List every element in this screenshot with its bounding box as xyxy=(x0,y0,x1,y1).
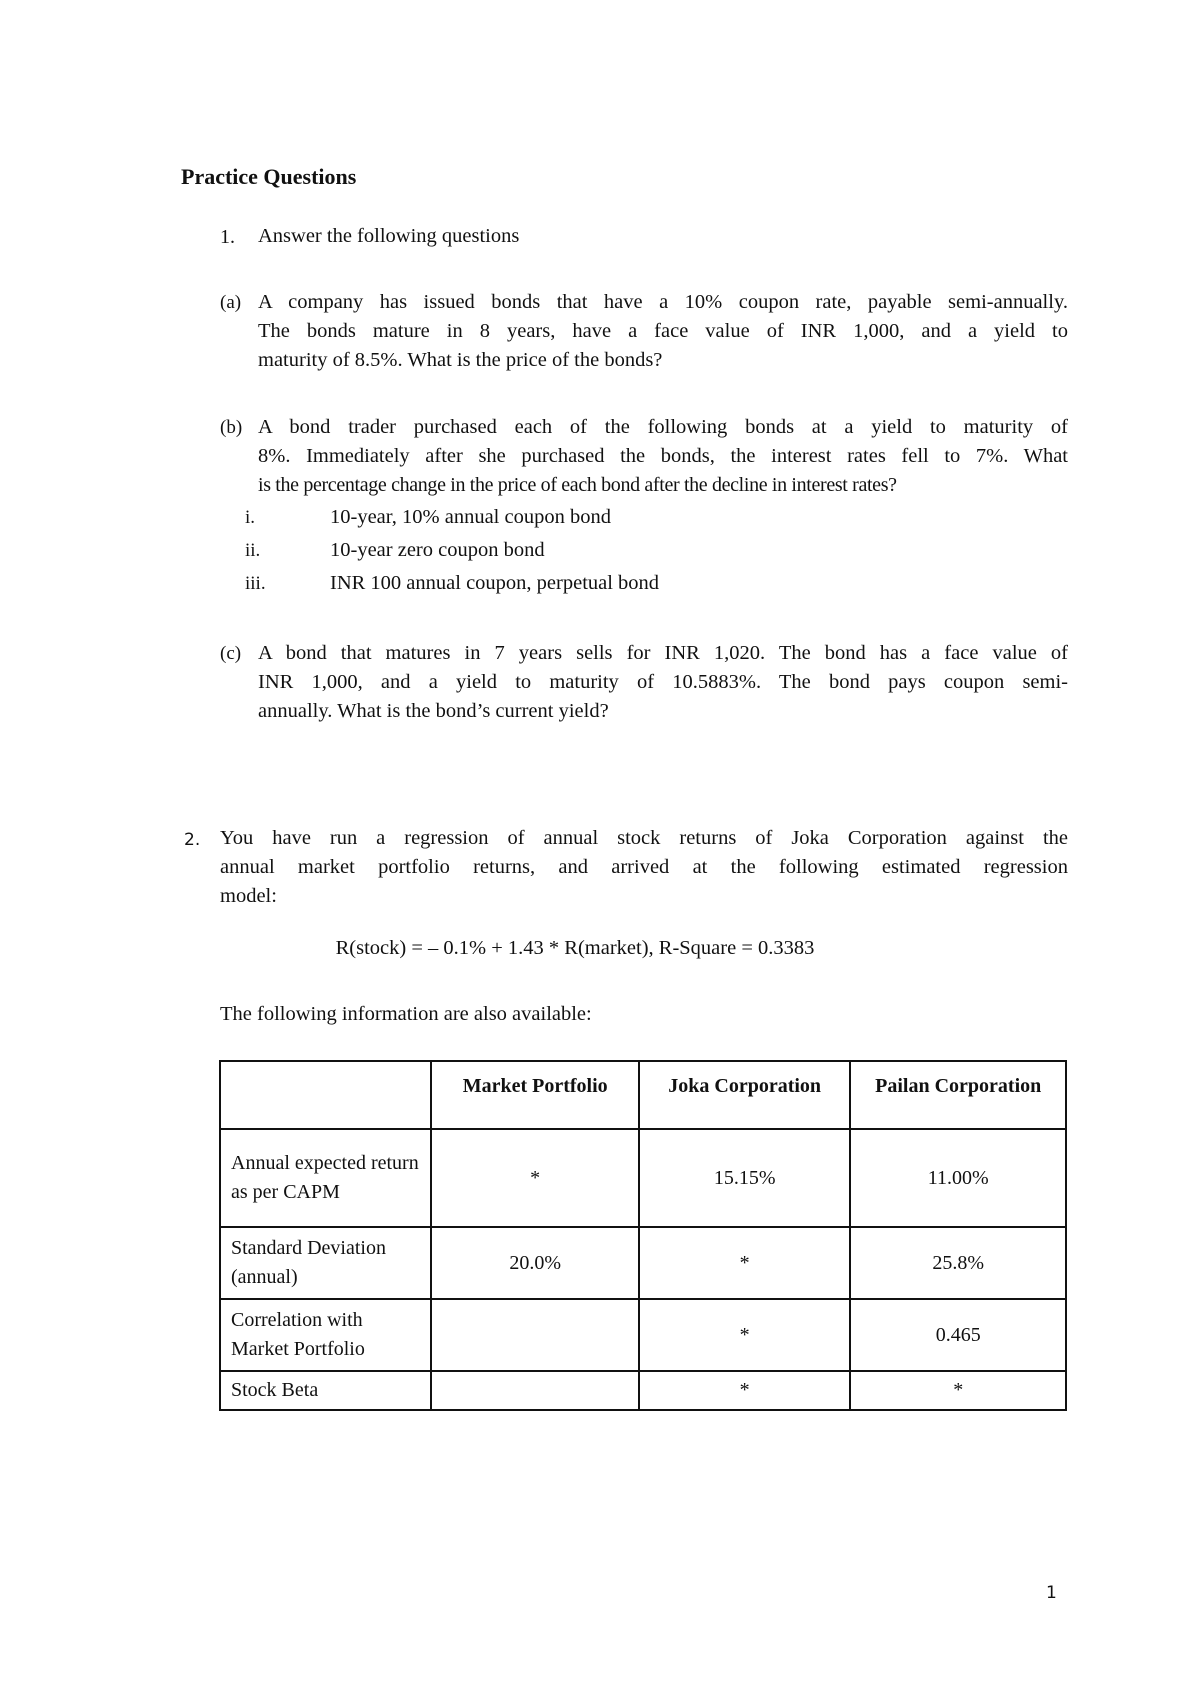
table-row-label: Correlation with Market Portfolio xyxy=(220,1299,431,1371)
part-b-item-1-text: 10-year, 10% annual coupon bond xyxy=(330,506,611,528)
page-title: Practice Questions xyxy=(181,164,357,189)
table-row xyxy=(220,1371,1066,1410)
table-cell: 15.15% xyxy=(639,1129,851,1227)
table-row-label: Annual expected return as per CAPM xyxy=(220,1129,431,1227)
table-cell: 11.00% xyxy=(850,1129,1066,1227)
table-cell xyxy=(431,1371,638,1410)
part-b-item-2-text: 10-year zero coupon bond xyxy=(330,539,545,561)
question-2-line-1: You have run a regression of annual stock returns of Joka Corporation against the xyxy=(220,827,1068,849)
table-cell: * xyxy=(850,1371,1066,1410)
part-b-line-2: 8%. Immediately after she purchased the bonds, the interest rates fell to 7%. What xyxy=(258,445,1068,467)
table-intro: The following information are also available: xyxy=(220,1003,592,1025)
table-cell: * xyxy=(639,1227,851,1299)
table-header-market-portfolio: Market Portfolio xyxy=(431,1061,638,1129)
part-b-label: (b) xyxy=(220,417,243,438)
info-table xyxy=(219,1060,1067,1411)
table-header-pailan-corporation: Pailan Corporation xyxy=(850,1061,1066,1129)
part-b-item-3-label: iii. xyxy=(245,573,266,594)
table-cell: 0.465 xyxy=(850,1299,1066,1371)
part-b-item-1-label: i. xyxy=(245,507,256,528)
part-a-line-2: The bonds mature in 8 years, have a face value of INR 1,000, and a yield to xyxy=(258,320,1068,342)
table-cell: * xyxy=(639,1299,851,1371)
table-cell: 25.8% xyxy=(850,1227,1066,1299)
table-header-empty xyxy=(220,1061,431,1129)
regression-equation: R(stock) = – 0.1% + 1.43 * R(market), R-Square = 0.3383 xyxy=(335,937,815,959)
question-2-line-3: model: xyxy=(220,885,277,907)
table-row xyxy=(220,1299,1066,1371)
part-b-item-2-label: ii. xyxy=(245,540,261,561)
part-c-label: (c) xyxy=(220,643,242,664)
table-row xyxy=(220,1227,1066,1299)
table-row xyxy=(220,1129,1066,1227)
question-2-number: 2. xyxy=(184,830,201,850)
table-row-label: Standard Deviation (annual) xyxy=(220,1227,431,1299)
table-cell: * xyxy=(431,1129,638,1227)
part-c-line-1: A bond that matures in 7 years sells for INR 1,020. The bond has a face value of xyxy=(258,642,1068,664)
part-c-line-2: INR 1,000, and a yield to maturity of 10.5883%. The bond pays coupon semi- xyxy=(258,671,1068,693)
question-2-line-2: annual market portfolio returns, and arrived at the following estimated regression xyxy=(220,856,1068,878)
part-a-label: (a) xyxy=(220,292,242,313)
table-cell: * xyxy=(639,1371,851,1410)
part-a-line-1: A company has issued bonds that have a 10% coupon rate, payable semi-annually. xyxy=(258,291,1068,313)
part-a-line-3: maturity of 8.5%. What is the price of the bonds? xyxy=(258,349,663,371)
table-cell xyxy=(431,1299,638,1371)
question-1-text: Answer the following questions xyxy=(258,225,520,247)
table-cell: 20.0% xyxy=(431,1227,638,1299)
table-row-label: Stock Beta xyxy=(220,1371,431,1410)
part-b-item-3-text: INR 100 annual coupon, perpetual bond xyxy=(330,572,660,594)
page-number: 1 xyxy=(1046,1583,1057,1603)
table-header-joka-corporation: Joka Corporation xyxy=(639,1061,851,1129)
table-header-row xyxy=(220,1061,1066,1129)
part-b-line-1: A bond trader purchased each of the following bonds at a yield to maturity of xyxy=(258,416,1068,438)
part-b-line-3: is the percentage change in the price of each bond after the decline in interest rates? xyxy=(258,474,897,496)
question-1-number: 1. xyxy=(220,226,235,248)
part-c-line-3: annually. What is the bond’s current yield? xyxy=(258,700,609,722)
